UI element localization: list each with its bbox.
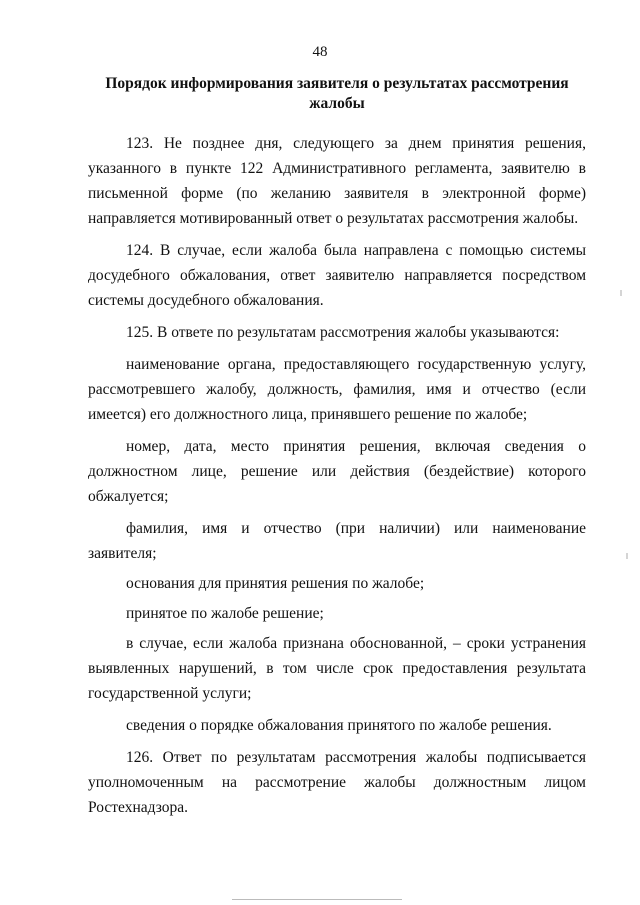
paragraph-123: 123. Не позднее дня, следующего за днем принятия решения, указанного в пункте 122 Административного регламента, заявителю в письменной форме (по желанию заявителя в электронной форме) направляется мотивированный ответ о результатах рассмотрения жалобы.: [88, 135, 586, 227]
list-item-decision-grounds: основания для принятия решения по жалобе;: [126, 575, 425, 592]
list-item-appeal-procedure: сведения о порядке обжалования принятого по жалобе решения.: [126, 717, 552, 734]
document-body: [88, 131, 586, 820]
section-heading: Порядок информирования заявителя о результатах рассмотрения жалобы: [105, 75, 569, 112]
list-item-applicant-name: фамилия, имя и отчество (при наличии) или наименование заявителя;: [88, 520, 586, 562]
list-item-organ-name: наименование органа, предоставляющего государственную услугу, рассмотревшего жалобу, должность, фамилия, имя и отчество (если имеется) его должностного лица, принявшего решение по жалобе;: [88, 356, 586, 423]
paragraph-126: 126. Ответ по результатам рассмотрения жалобы подписывается уполномоченным на рассмотрение жалобы должностным лицом Ростехнадзора.: [88, 749, 586, 816]
list-item-decision-details: номер, дата, место принятия решения, включая сведения о должностном лице, решение или действия (бездействие) которого обжалуется;: [88, 438, 586, 505]
scan-edge-line: [232, 899, 402, 900]
list-item-decision: принятое по жалобе решение;: [126, 605, 324, 622]
list-item-remediation-terms: в случае, если жалоба признана обоснованной, – сроки устранения выявленных нарушений, в том числе срок предоставления результата государственной услуги;: [88, 635, 586, 702]
scan-mark: [620, 290, 622, 296]
paragraph-124: 124. В случае, если жалоба была направлена с помощью системы досудебного обжалования, ответ заявителю направляется посредством системы досудебного обжалования.: [88, 242, 586, 309]
paragraph-125: 125. В ответе по результатам рассмотрения жалобы указываются:: [126, 324, 560, 341]
scan-mark: [626, 553, 628, 559]
page-number: 48: [312, 44, 328, 60]
